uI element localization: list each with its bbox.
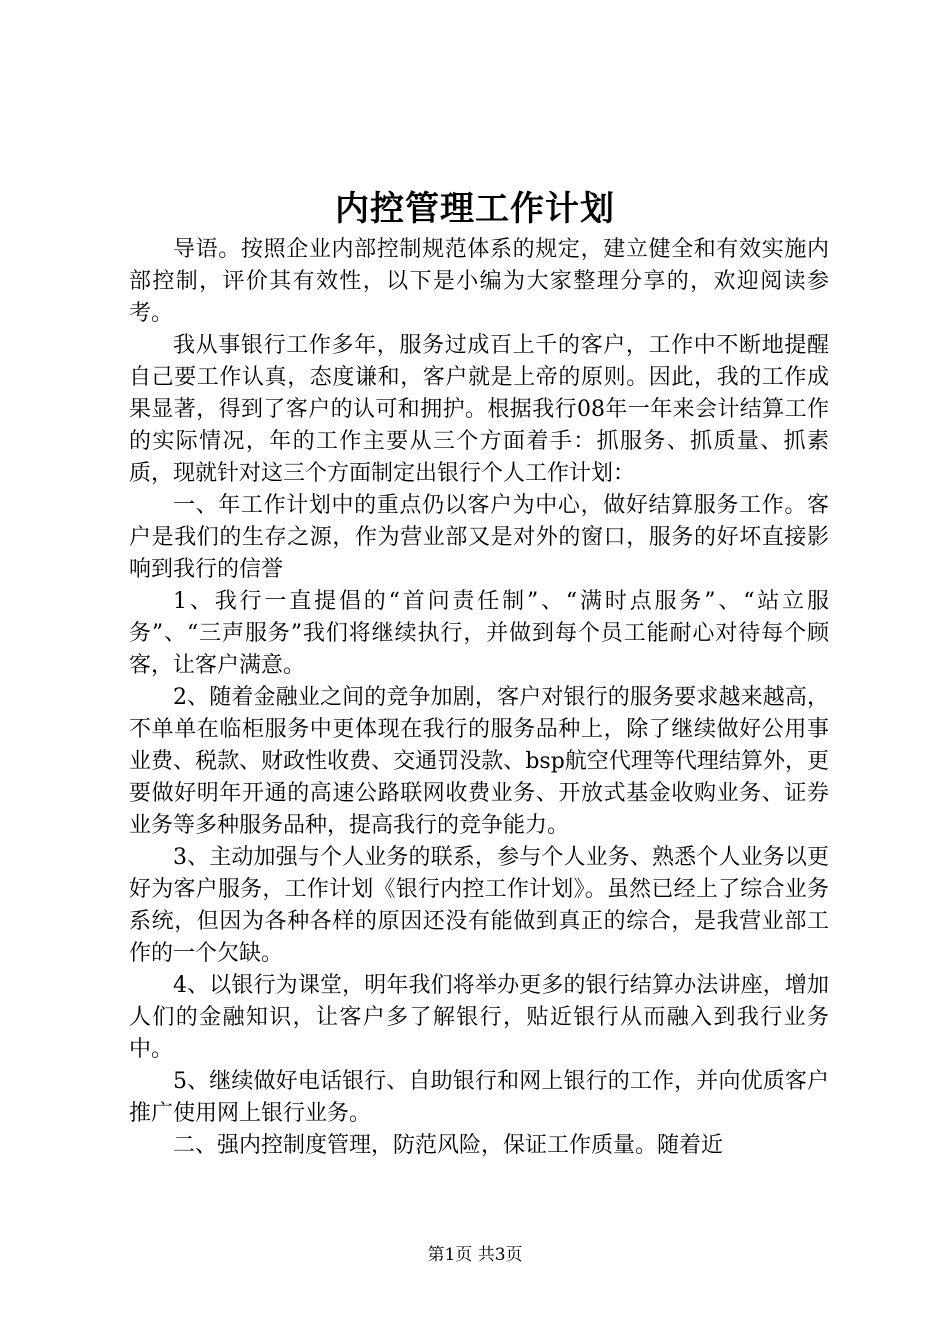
paragraph-section-2: 二、强内控制度管理，防范风险，保证工作质量。随着近 — [173, 1133, 724, 1158]
document-title: 内控管理工作计划 — [335, 189, 615, 229]
paragraph-intro: 导语。按照企业内部控制规范体系的规定，建立健全和有效实施内部控制，评价其有效性，以下是小编为大家整理分享的，欢迎阅读参考。 — [129, 237, 829, 326]
paragraph-background: 我从事银行工作多年，服务过成百上千的客户，工作中不断地提醒自己要工作认真，态度谦和，客户就是上帝的原则。因此，我的工作成果显著，得到了客户的认可和拥护。根据我行08年一年来会计结算工作的实际情况，年的工作主要从三个方面着手：抓服务、抓质量、抓素质，现就针对这三个方面制定出银行个人工作计划： — [129, 333, 829, 486]
document-body — [129, 234, 829, 1162]
page-footer: 第1页 共3页 — [427, 1245, 523, 1265]
paragraph-item-4: 4、以银行为课堂，明年我们将举办更多的银行结算办法讲座，增加人们的金融知识，让客户多了解银行，贴近银行从而融入到我行业务中。 — [129, 973, 829, 1062]
paragraph-item-5: 5、继续做好电话银行、自助银行和网上银行的工作，并向优质客户推广使用网上银行业务。 — [129, 1069, 829, 1126]
paragraph-item-2: 2、随着金融业之间的竞争加剧，客户对银行的服务要求越来越高，不单单在临柜服务中更体现在我行的服务品种上，除了继续做好公用事业费、税款、财政性收费、交通罚没款、bsp航空代理等代理结算外，更要做好明年开通的高速公路联网收费业务、开放式基金收购业务、证券业务等多种服务品种，提高我行的竞争能力。 — [129, 685, 829, 838]
paragraph-item-3: 3、主动加强与个人业务的联系，参与个人业务、熟悉个人业务以更好为客户服务，工作计划《银行内控工作计划》。虽然已经上了综合业务系统，但因为各种各样的原因还没有能做到真正的综合，是我营业部工作的一个欠缺。 — [129, 845, 829, 966]
paragraph-item-1: 1、我行一直提倡的“首问责任制”、“满时点服务”、“站立服务”、“三声服务”我们将继续执行，并做到每个员工能耐心对待每个顾客，让客户满意。 — [129, 589, 829, 678]
paragraph-section-1: 一、年工作计划中的重点仍以客户为中心，做好结算服务工作。客户是我们的生存之源，作为营业部又是对外的窗口，服务的好坏直接影响到我行的信誉 — [129, 493, 829, 582]
